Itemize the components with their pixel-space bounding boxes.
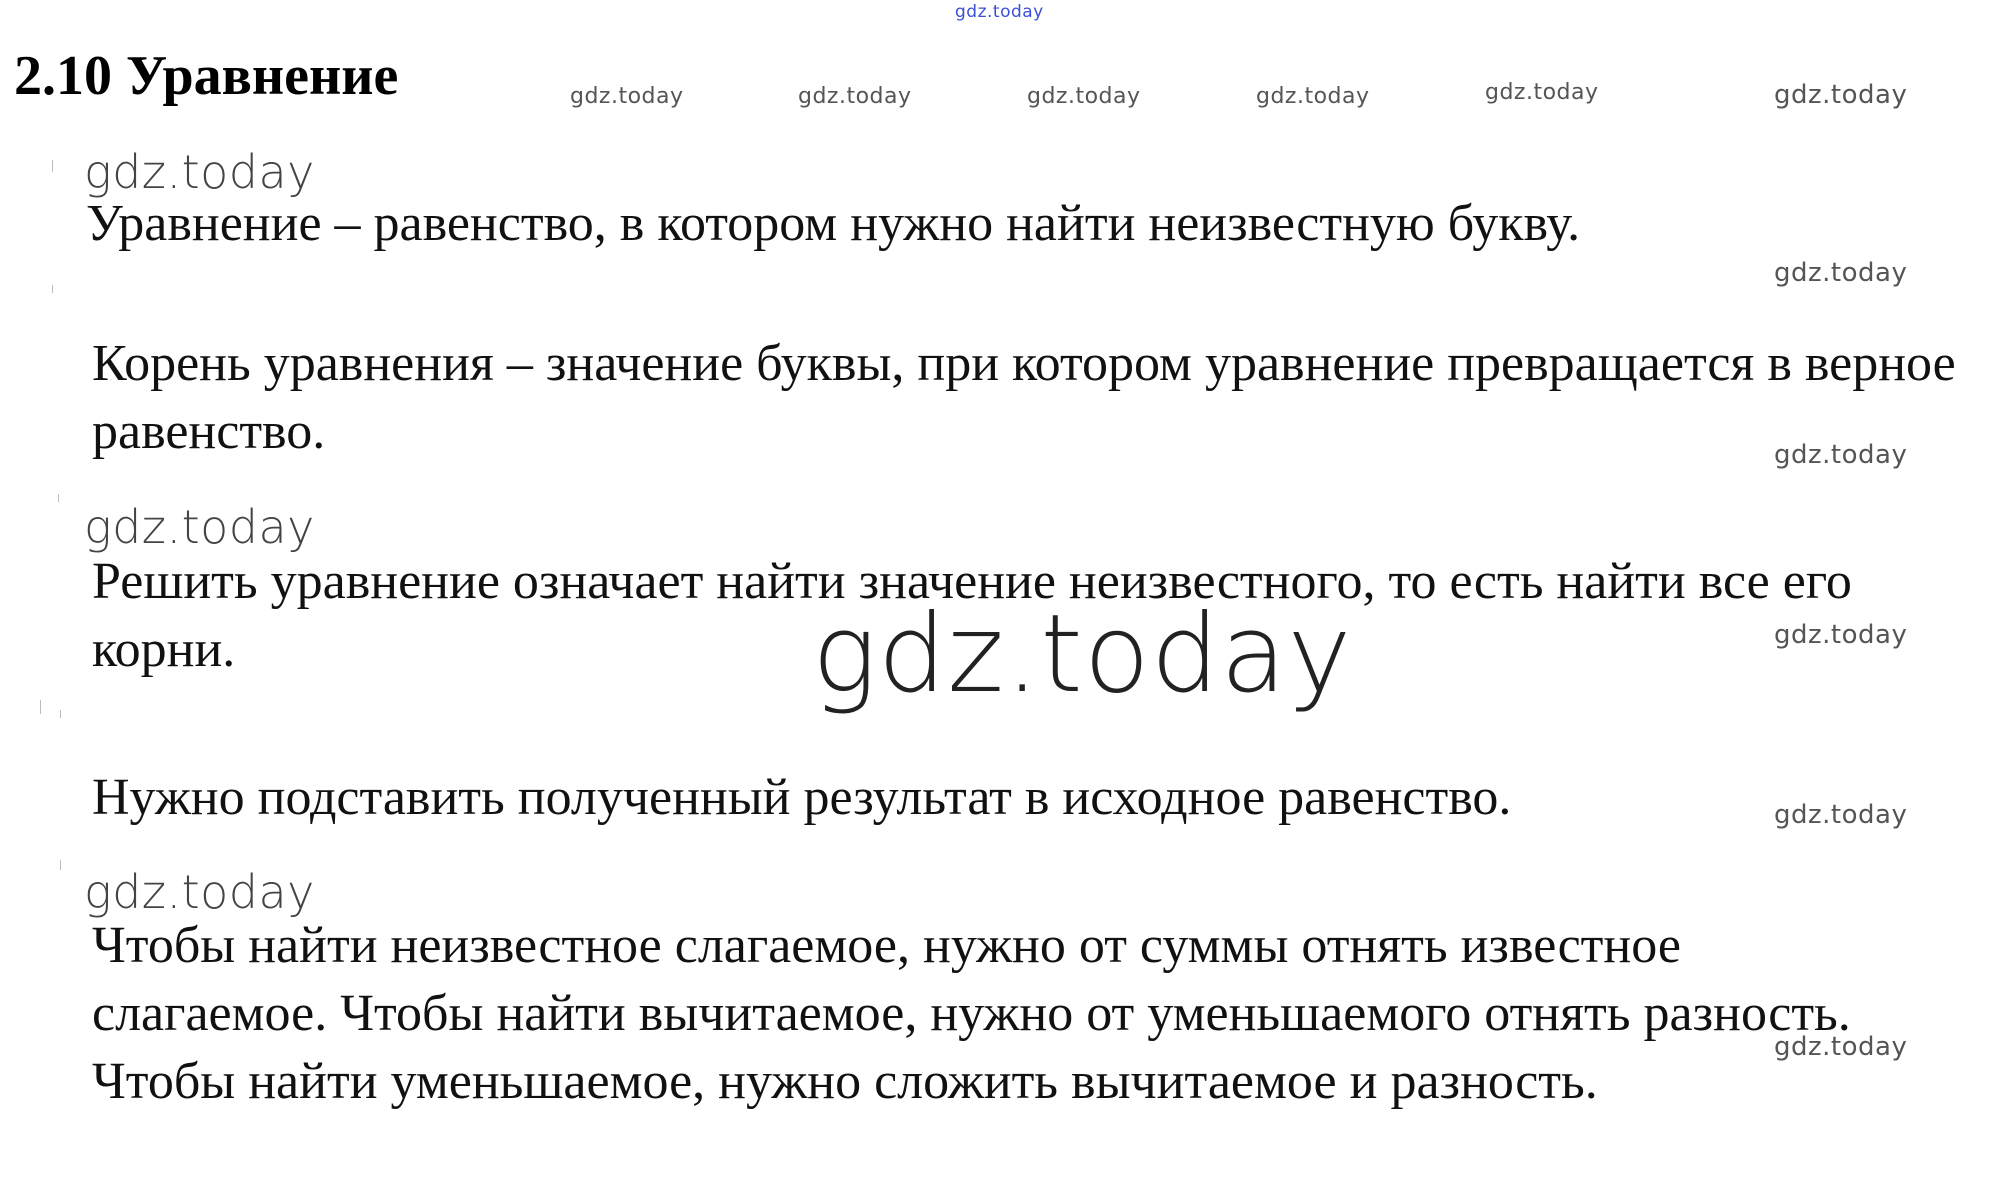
watermark: gdz.today (1774, 1032, 1908, 1062)
margin-tick (52, 160, 53, 172)
paragraph: Нужно подставить полученный результат в исходное равенство. (92, 769, 1512, 826)
watermark: gdz.today (1485, 80, 1599, 105)
margin-tick (52, 285, 53, 293)
paragraph: Решить уравнение означает найти значение неизвестного, то есть найти все его корни. (92, 553, 1852, 678)
margin-tick (60, 710, 61, 718)
page-title: 2.10 Уравнение (14, 45, 399, 107)
watermark: gdz.today (1774, 80, 1908, 110)
margin-tick (60, 860, 61, 870)
watermark: gdz.today (84, 500, 315, 554)
watermark: gdz.today (1774, 440, 1908, 470)
margin-tick (58, 494, 59, 502)
paragraph: Уравнение – равенство, в котором нужно найти неизвестную букву. (86, 195, 1581, 252)
paragraph: Корень уравнения – значение буквы, при котором уравнение превращается в верное равенство. (92, 335, 1956, 460)
watermark-top: gdz.today (955, 2, 1044, 22)
watermark: gdz.today (84, 145, 315, 199)
watermark-large: gdz.today (812, 592, 1353, 717)
watermark: gdz.today (1027, 84, 1141, 109)
watermark: gdz.today (1774, 258, 1908, 288)
watermark: gdz.today (84, 865, 315, 919)
margin-tick (40, 700, 41, 714)
watermark: gdz.today (1774, 620, 1908, 650)
paragraph: Чтобы найти неизвестное слагаемое, нужно от суммы отнять известное слагаемое. Чтобы найти вычитаемое, нужно от уменьшаемого отнять разность. Чтобы найти уменьшаемое, нужно сложить вычитаемое и разность. (92, 917, 1851, 1110)
watermark: gdz.today (798, 84, 912, 109)
watermark: gdz.today (1256, 84, 1370, 109)
watermark: gdz.today (1774, 800, 1908, 830)
watermark: gdz.today (570, 84, 684, 109)
